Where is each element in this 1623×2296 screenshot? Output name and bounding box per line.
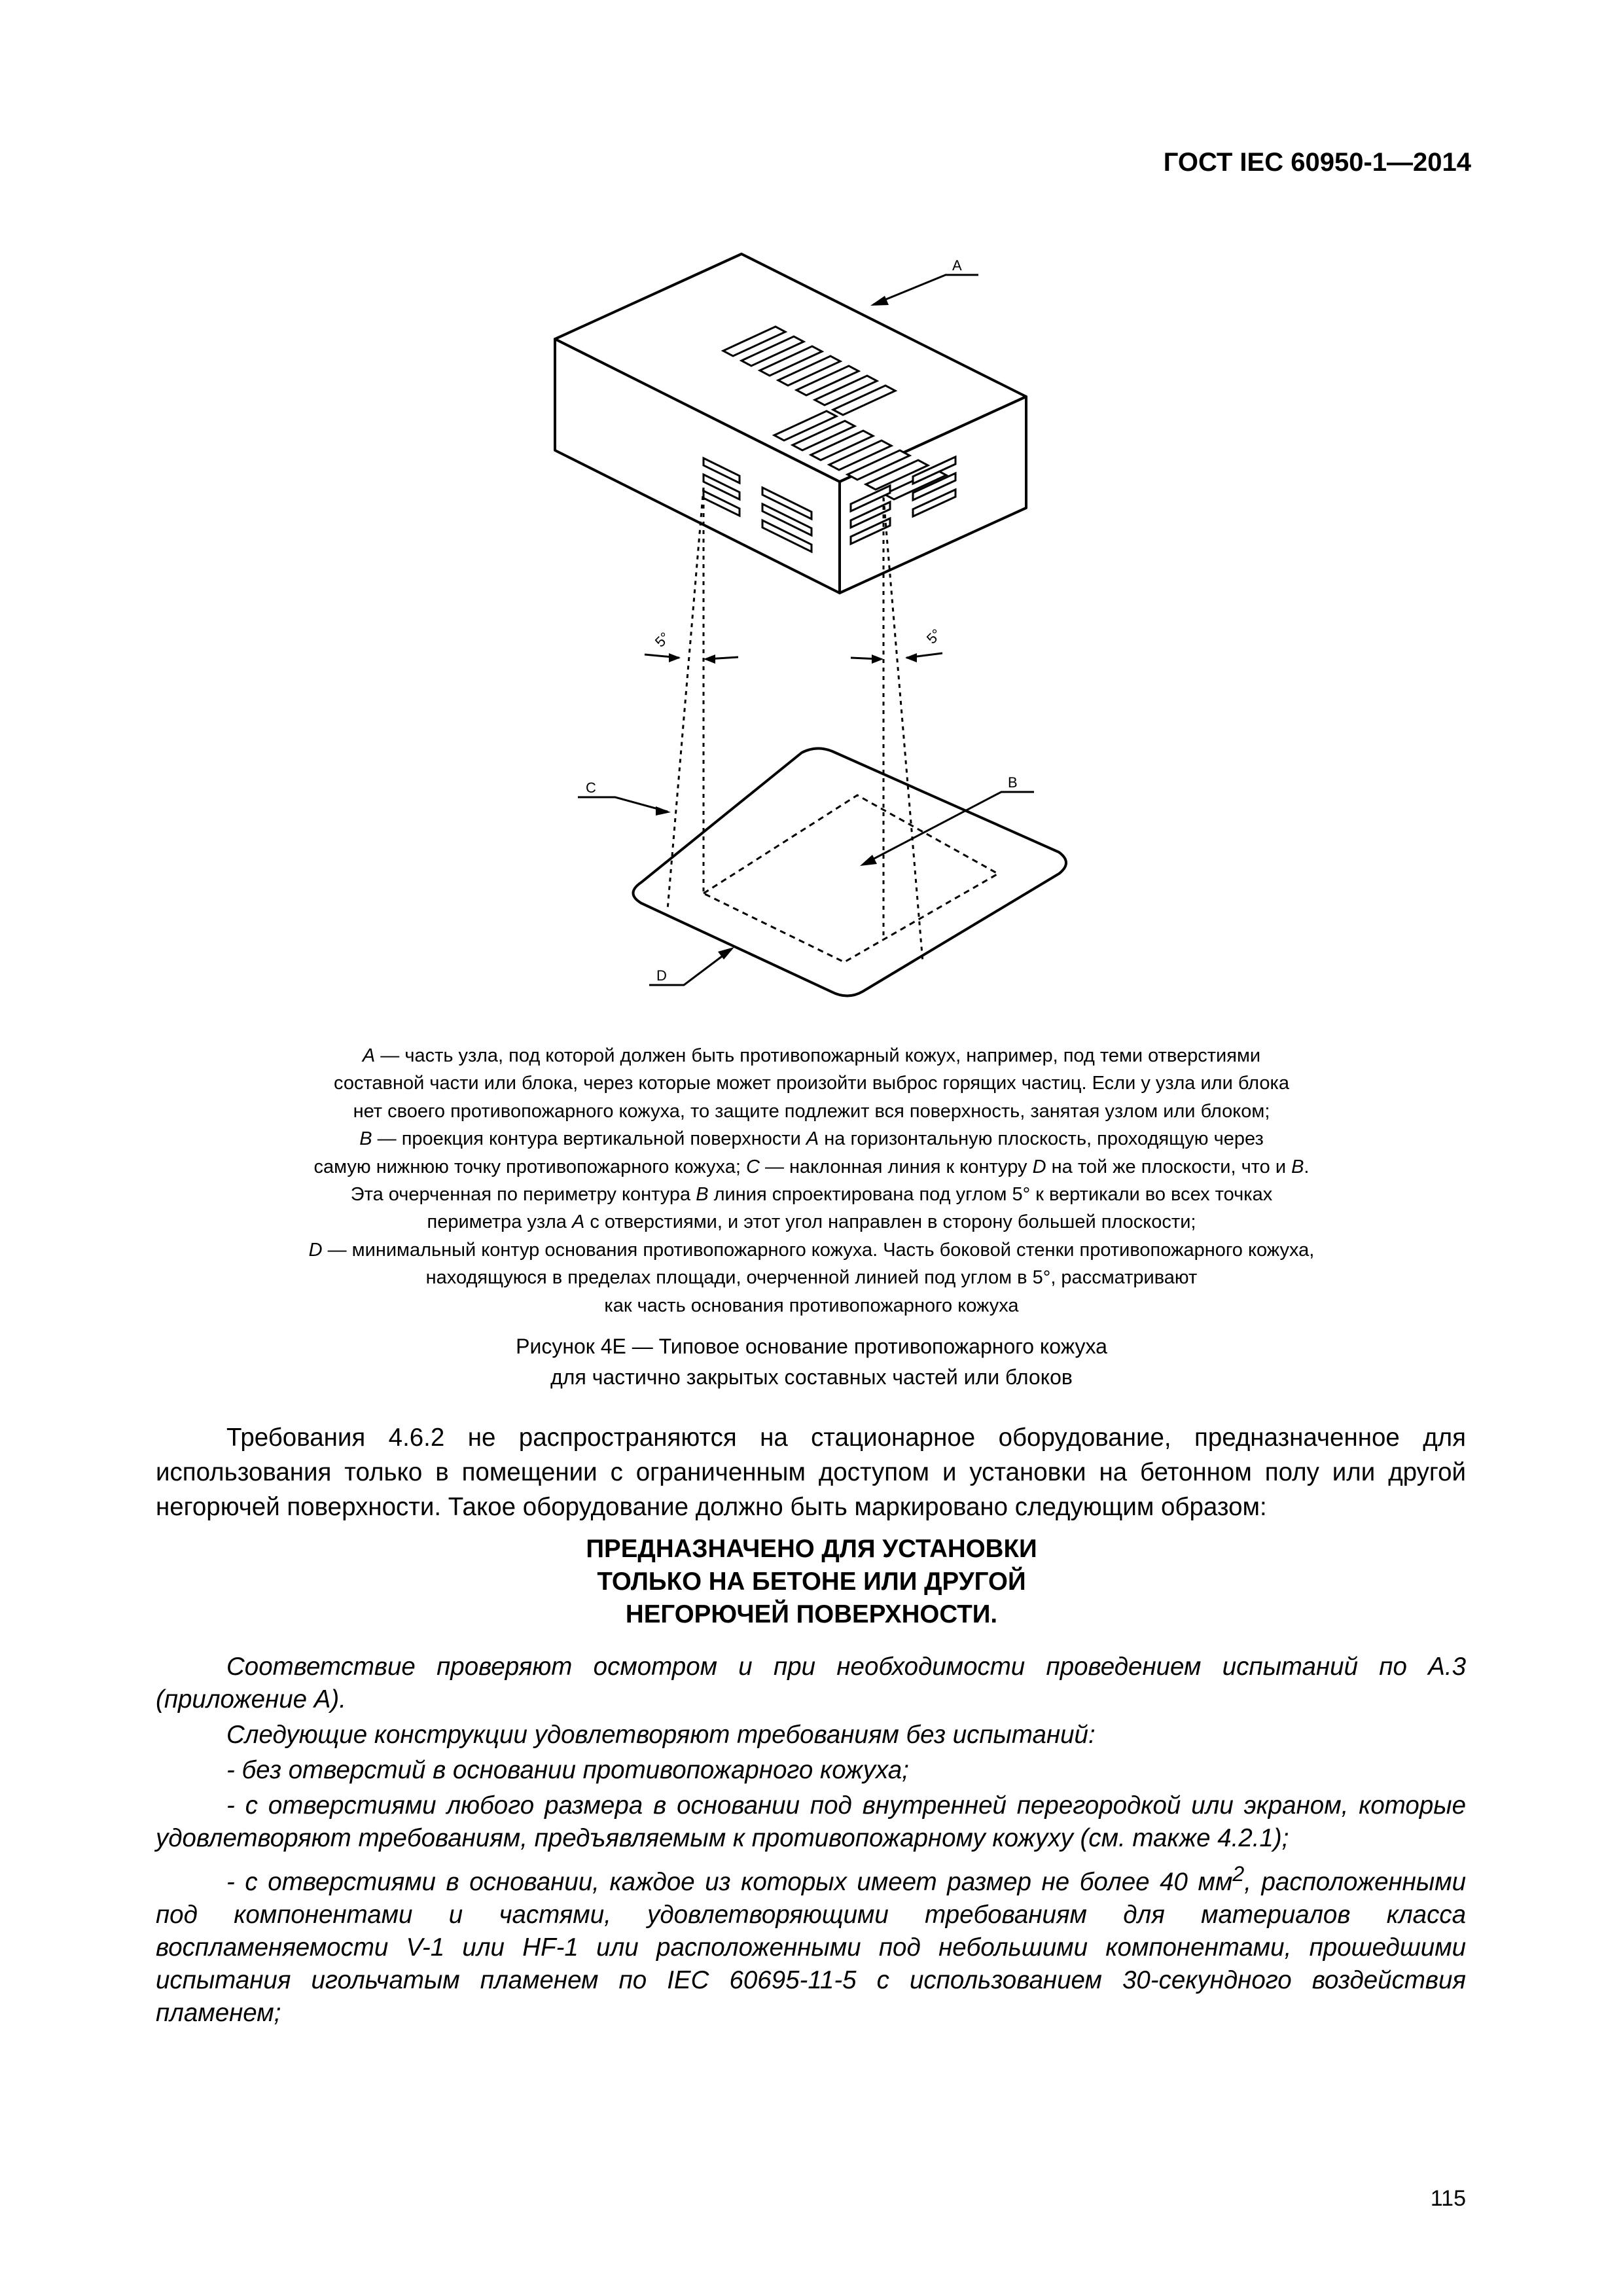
figure-legend	[196, 1042, 1427, 1319]
legend-line: D — минимальный контур основания противопожарного кожуха. Часть боковой стенки противопожарного кожуха,	[308, 1239, 1315, 1261]
document-header: ГОСТ IEC 60950-1—2014	[1163, 148, 1471, 177]
marking-text	[196, 1533, 1427, 1631]
compliance-paragraph: Следующие конструкции удовлетворяют требованиям без испытаний:	[226, 1721, 1096, 1749]
legend-line: Эта очерченная по периметру контура B линия спроектирована под углом 5° к вертикали во всех точках	[350, 1184, 1273, 1206]
angle-arrowheads	[669, 653, 917, 664]
requirements-paragraph: Требования 4.6.2 не распространяются на стационарное оборудование, предназначенное для использования только в помещении с ограниченным доступом и установки на бетонном полу или другой негорючей поверхности. Такое оборудование должно быть маркировано следующим образом:	[156, 1424, 1466, 1521]
compliance-paragraph: Соответствие проверяют осмотром и при необходимости проведением испытаний по А.3 (приложение А).	[156, 1653, 1466, 1713]
legend-line: составной части или блока, через которые может произойти выброс горящих частиц. Если у узла или блока	[334, 1073, 1289, 1094]
legend-line: нет своего противопожарного кожуха, то защите подлежит вся поверхность, занятая узлом или блоком;	[353, 1100, 1270, 1122]
legend-line: B — проекция контура вертикальной поверхности A на горизонтальную плоскость, проходящую через	[359, 1128, 1264, 1150]
legend-line: находящуюся в пределах площади, очерченной линией под углом в 5°, рассматривают	[425, 1267, 1198, 1289]
legend-line: самую нижнюю точку противопожарного кожуха; C — наклонная линия к контуру D на той же плоскости, что и B.	[313, 1156, 1310, 1177]
label-b: B	[1008, 774, 1018, 791]
angle-label-left: 5°	[651, 628, 673, 651]
label-c: C	[586, 780, 596, 796]
list-item: - без отверстий в основании противопожарного кожуха;	[226, 1756, 909, 1784]
compliance-text	[156, 1651, 1466, 2032]
marking-line: ТОЛЬКО НА БЕТОНЕ ИЛИ ДРУГОЙ	[597, 1568, 1026, 1596]
legend-line: как часть основания противопожарного кожуха	[604, 1295, 1019, 1316]
list-item: - с отверстиями любого размера в основании под внутренней перегородкой или экраном, которые удовлетворяют требованиям, предъявляемым к противопожарному кожуху (см. также 4.2.1);	[156, 1791, 1466, 1852]
list-item: - с отверстиями в основании, каждое из которых имеет размер не более 40 $мм^2$, расположенными под компонентами и частями, удовлетворяющими требованиям для материалов класса воспламеняемости V-1 или HF-1 или расположенными под небольшими компонентами, прошедшими испытания игольчатым пламенем по IEC 60695-11-5 с использованием 30-секундного воздействия пламенем;	[156, 1862, 1467, 2027]
page-number: 115	[1430, 2186, 1466, 2211]
label-d: D	[656, 967, 667, 984]
legend-line: периметра узла A с отверстиями, и этот угол направлен в сторону большей плоскости;	[427, 1211, 1196, 1233]
legend-line: A — часть узла, под которой должен быть противопожарный кожух, например, под теми отверстиями	[362, 1045, 1261, 1066]
caption-line-1: Рисунок 4Е — Типовое основание противопожарного кожуха	[516, 1335, 1107, 1358]
figure-caption	[196, 1331, 1427, 1393]
contour-d	[0, 0, 1, 1]
figure-4e-diagram	[0, 0, 1623, 1047]
caption-line-2: для частично закрытых составных частей или блоков	[550, 1365, 1073, 1389]
angle-label-right: 5°	[923, 625, 945, 647]
label-a: A	[952, 257, 962, 274]
marking-line: ПРЕДНАЗНАЧЕНО ДЛЯ УСТАНОВКИ	[586, 1535, 1037, 1563]
marking-line: НЕГОРЮЧЕЙ ПОВЕРХНОСТИ.	[625, 1600, 998, 1628]
